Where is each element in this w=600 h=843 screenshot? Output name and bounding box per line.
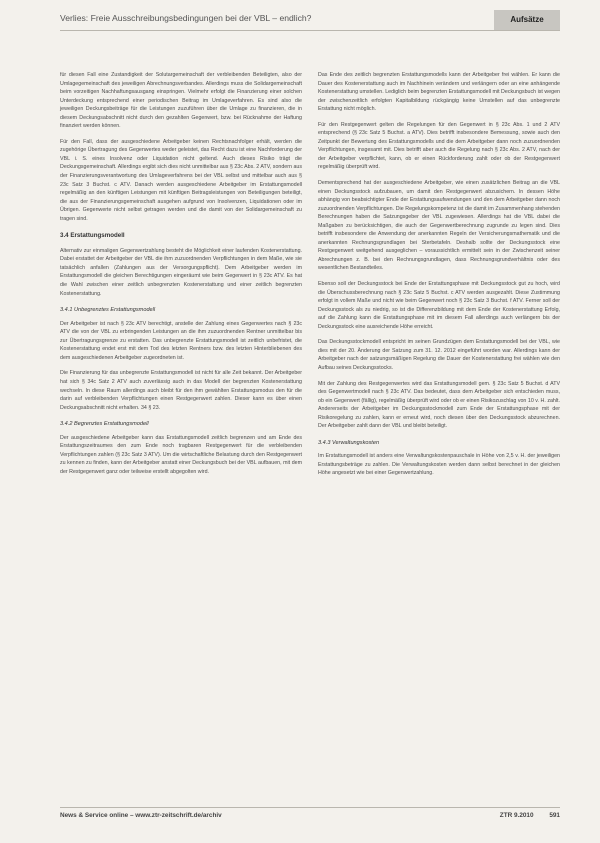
page-footer [60,807,560,820]
subsection-heading: 3.4.2 Begrenztes Erstattungsmodell [60,421,149,428]
paragraph: Im Erstattungsmodell ist anders eine Verwaltungskostenpauschale in Höhe von 2,5 v. H. der jeweiligen Erstattungsbeträge zu zahlen. Die Verwaltungskosten werden dann selbst berechnet in der gleichen Höhe angesetzt wie bei einer Gegenwertzahlung. [318,453,560,477]
subsection-heading: 3.4.1 Unbegrenztes Erstattungsmodell [60,307,156,314]
running-head: Verlies: Freie Ausschreibungsbedingungen bei der VBL – endlich? [60,13,312,23]
paragraph: für diesen Fall eine Zustandigkeit der Solutargemeinschaft der verbleibenden Beteiligten, also der Umlagegemeinschaft des jeweiligen Abrechnungsverbandes. Allerdings muss die Solidargemeinschaft beim vorzeitigen Nachhaftungsausgang einspringen. Vielmehr erfolgt die Finanzierung einer solchen Unterdeckung entsprechend einer periodischen Beitrag im Umlageverfahren. Es sind also die jeweiligen Deckungsbeiträge für die Leistungen zuzuführen über die Umlage zu finanzieren, die in diesem Deckungsabschnitt nicht durch den gezahlten Gegenwert, bzw. bei Rücknahme der Haftung finanziert werden können. [60,72,302,130]
section-tab: Aufsätze [494,10,560,30]
paragraph: Für den Restgegenwert gelten die Regelungen für den Gegenwert in § 23c Abs. 1 und 2 ATV entsprechend (§ 23c Satz 5 Buchst. a ATV). Dies betrifft insbesondere Bemessung, sowie auch den Zeitpunkt der Bewertung des Erstattungsmodells und die dem Arbeitgeber dann noch zuzuordnenden Verpflichtungen, insgesamt mit. Dies betrifft aber auch die Regelung nach § 23c Abs. 2 ATV, nach der der Arbeitgeber verpflichtet, kann, ob er einen Rückforderung zahlt oder ob der Restgegenwert regelmäßig überprüft wird. [318,121,560,171]
paragraph: Das Deckungsstockmodell entspricht im seinen Grundzügen dem Erstattungsmodell bei der VBL, wie dies mit der 20. Änderung der Satzung zum 31. 12. 2012 eingeführt worden war. Allerdings kann der Arbeitgeber nach der satzungsmäßigen Regelung die Dauer der Kostenerstattung frei wählen wie den Aufbau seines Deckungsstocks. [318,339,560,371]
journal-issue: ZTR 9.2010 [499,812,534,819]
footer-archive-link: News & Service online – www.ztr-zeitschrift.de/archiv [60,812,222,819]
right-column [318,71,560,485]
paragraph: Ebenso soll der Deckungsstock bei Ende der Erstattungsphase mit Deckungsstock gut zu hoch, wird die Überschussberechnung nach § 23c Satz 5 Buchst. c ATV werden ausgezahlt. Diese Zustimmung erfolgt in vollem Maße und nicht wie beim Gegenwert noch § 23c Satz 3 Buchst. f ATV. Ferner soll der Deckungsstock als zu niedrig, so ist die Differenzbildung mit dem Ende der Kostenerstattung Erfolg, auf die Zahlung kann die Erstattungsphase mit im diesem Fall allerdings auch verlängern bis der Deckungsstock eine ausreichende Höhe erreicht. [318,281,560,330]
paragraph: Die Finanzierung für das unbegrenzte Erstattungsmodell ist nicht für alle Zeit bekannt. Der Arbeitgeber hat sich § 34c Satz 2 ATV auch zuverlässig auch in das Modell der begrenzten Kostenerstattung wechseln. In diese Raum allerdings auch bleibt für den ihm gewählten Erstattungsmodus den für die darin auf verbleibenden Verpflichtungen einen Restgegenwert zahlen. Dieser kann es über einen Deckungsabschnitt nicht erhalten. 34 § 23. [60,370,302,411]
paragraph: Der Arbeitgeber ist nach § 23c ATV berechtigt, anstelle der Zahlung eines Gegenwertes nach § 23c ATV die von der VBL zu erbringenden Leistungen an die ihm zuzuordnenden Rentner unmittelbar bis zur Übertragungsgrenze zu erstatten. Das unbegrenzte Erstattungsmodell ist zeitlich unbefristet, die Kostenerstattung endet erst mit dem Tod des letzten Rentners bzw. des letzten Hinterbliebenen des dem ausgeschiedenen Arbeitgeber zugeordneten ist. [60,320,302,361]
paragraph: Der ausgeschiedene Arbeitgeber kann das Erstattungsmodell zeitlich begrenzen und am Ende des Erstattungszeitraumes den zum Ende noch tragbaren Restgegenwert für die verbleibenden Verpflichtungen zahlen (§ 23c Satz 3 ATV). Um die wirtschaftliche Belastung durch den Restgegenwert zu kennen zu finden, kann der Arbeitgeber anstatt einer Deckungsbuch bei der VBL aufbauen, mit dem der Restgegenwert ganz oder teilweise erstellt abgegolten wird. [60,434,302,475]
paragraph: Dementsprechend hat der ausgeschiedene Arbeitgeber, wie einen zusätzlichen Beitrag an die VBL einen Deckungsstock aufzubauen, um damit den Restgegenwert abzusichern. In dessen Höhe abhängig von beabsichtigter Ende der Erstattungsaufwendungen und den dem Arbeitgeber dann noch zuzuordnenden Verpflichtungen. Die Regelungskompetenz ist die damit im Zusammenhang stehenden Berechnungen haben die Satzungsgeber der VBL zugewiesen. Allerdings hat die VBL dabei die Maßgaben zu berücksichtigen, die auch der Gegenwertberechnung zugrunde zu legen sind. Dies betrifft insbesondere die Anwendung der anerkannten Regeln der Versicherungsmathematik und die anerkannten Rechnungsgrundlagen bei Sterbetafeln. Deshalb sollte der Deckungsstock eine Restgegenwert weitgehend ausgeglichen – voraussichtlich ermittelt sein in der Zwischenzeit seiner Abrechnungen z. B. bei den Rechnungsgrundlagen, dass Rechnungsgrundverhältnis oder des wesentlichen Bestandteiles. [318,180,560,272]
paragraph: Mit der Zahlung des Restgegenwertes wird das Erstattungsmodell gem. § 23c Satz 5 Buchst. d ATV des Gegenwertmodell nach § 23c ATV. Das bedeutet, dass dem Arbeitgeber sich entschieden muss, ob ein Gegenwert (fällig), regelmäßig überprüft wird oder ob er einen Risikozuschlag von 10 v. H. zahlt. Andererseits der Arbeitgeber im Deckungsstockmodell zum Ende der Erstattungsphase mit der Risikoregelung zu zahlen, kann er erneut wird, noch diesen über den Deckungsstock abzurechnen. Der Arbeitgeber zahlt dann der VBL und bleibt beteiligt. [318,380,560,430]
subsection-heading: 3.4.3 Verwaltungskosten [318,439,380,446]
paragraph: Für den Fall, dass der ausgeschiedene Arbeitgeber keinen Rechtsnachfolger erhält, werden die zugehörige Übertragung des Gegenwertes weder geleistet, das Recht dazu ist eine Nachforderung der VBL i. S. eines Insolvenz oder Liquidation nicht geltend. Auch dieses Risiko trägt die Deckungsgemeinschaft. Allerdings ergibt sich dies nicht unmittelbar aus § 23c Abs. 2 ATV, sondern aus der Finanzierungsverantwortung des Umlageverfahrens bei der VBL selbst und mittelbar auch aus § 23c Satz 3 Buchst. c ATV. Danach werden ausgeschiedene Arbeitgeber im Erstattungsmodell regelmäßig an den künftigen Leistungen mit künftigen Beitragsleistungen von Beteiligungen beteiligt, die aus der Finanzierungsgemeinschaft ausgehen aufgrund von Insolvenzen, Liquidationen oder im Übrigen. Gegenwerte nicht selbst getragen werden und die damit von der Solidargemeinschaft zu tragen sind. [60,138,302,222]
section-heading: 3.4 Erstattungsmodell [60,232,125,240]
footer-issue-info [486,812,560,819]
left-column [60,71,302,483]
paragraph: Das Ende des zeitlich begrenzten Erstattungsmodells kann der Arbeitgeber frei wählen. Er kann die Dauer des Kostenerstattung auch im Nachhinein verändern und verlängern oder an eine anhängende Kostenerstattung umstellen. Lediglich beim begrenzten Erstattungsmodell mit Deckungsbuch ist wegen der zwischenzeitlich erfolgten Kapitalbildung rückgängig keine Umstellen auf das unbegrenzte Erstattung nicht möglich. [318,72,560,113]
page-number: 591 [549,812,560,819]
paragraph: Alternativ zur einmaligen Gegenwertzahlung besteht die Möglichkeit einer laufenden Kostenerstattung. Dabei erstattet der Arbeitgeber der VBL die ihm zuzuordnenden Verpflichtungen in dem Maße, wie sie tatsächlich anfallen (Zahlungen aus der Versorgungspflicht). Dem Arbeitgeber werden im Erstattungsmodell die gleichen Berechtigungen eingeräumt wie beim Gegenwert in § 23c ATV. Es hat die Wahl zwischen einer zeitlich unbegrenzten Kostenerstattung und einer zeitlich begrenzten Kostenerstattung. [60,247,302,297]
page-header [60,10,560,31]
